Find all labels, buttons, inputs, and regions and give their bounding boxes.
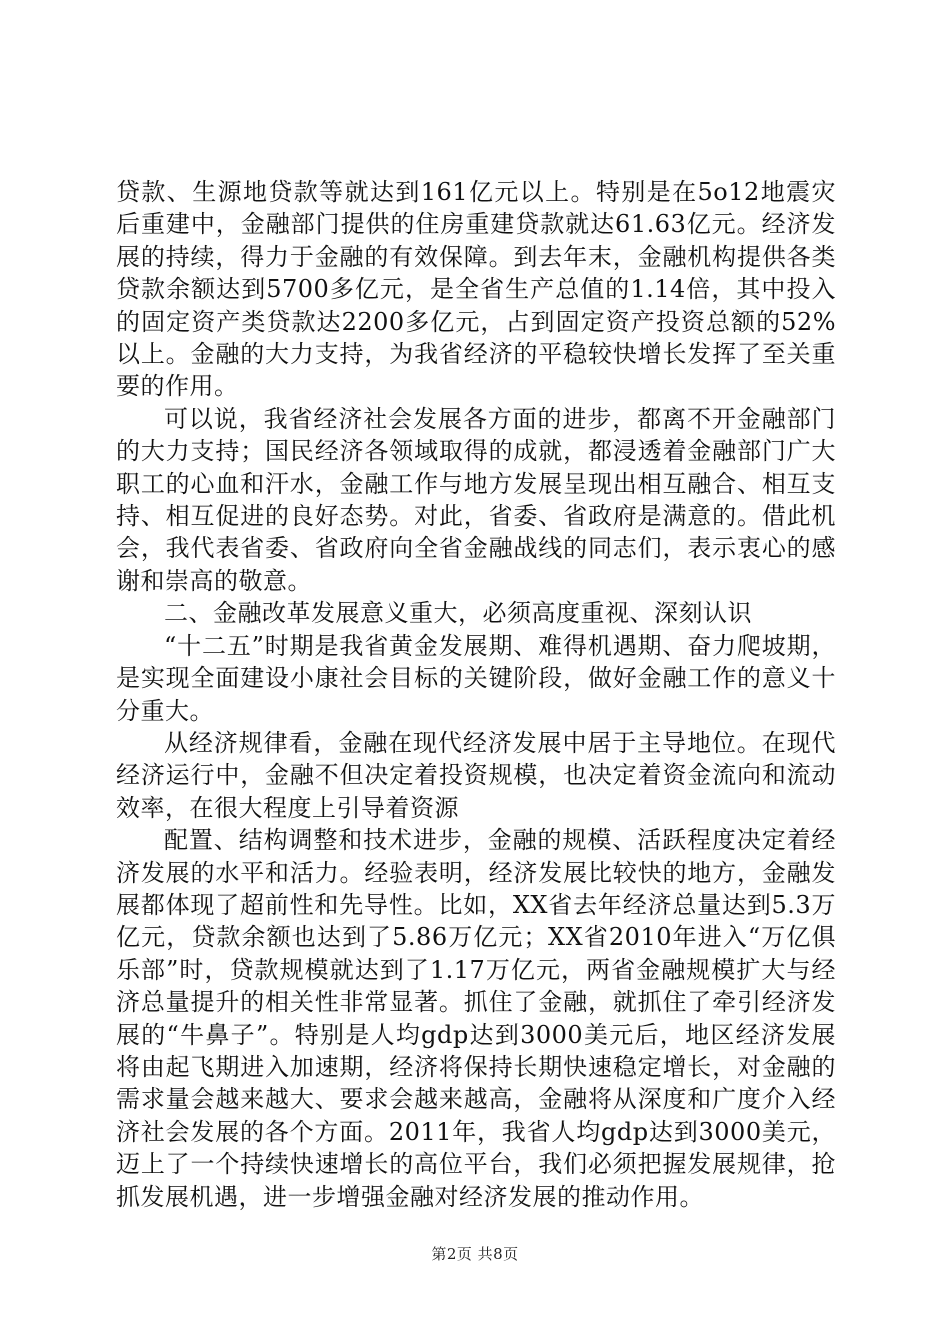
paragraph-1: 贷款、生源地贷款等就达到161亿元以上。特别是在5o12地震灾后重建中，金融部门提供的住房重建贷款就达61.63亿元。经济发展的持续，得力于金融的有效保障。到去年末，金融机构提供各类贷款余额达到5700多亿元，是全省生产总值的1.14倍，其中投入的固定资产类贷款达2200多亿元，占到固定资产投资总额的52%以上。金融的大力支持，为我省经济的平稳较快增长发挥了至关重要的作用。: [116, 178, 836, 401]
page-footer: 第2页 共8页: [431, 1245, 519, 1263]
section-heading: 二、金融改革发展意义重大，必须高度重视、深刻认识: [164, 599, 752, 628]
document-body: [116, 176, 836, 1213]
paragraph-3: “十二五”时期是我省黄金发展期、难得机遇期、奋力爬坡期，是实现全面建设小康社会目标的关键阶段，做好金融工作的意义十分重大。: [116, 631, 836, 725]
paragraph-5: 配置、结构调整和技术进步，金融的规模、活跃程度决定着经济发展的水平和活力。经验表明，经济发展比较快的地方，金融发展都体现了超前性和先导性。比如，XX省去年经济总量达到5.3万亿元，贷款余额也达到了5.86万亿元；XX省2010年进入“万亿俱乐部”时，贷款规模就达到了1.17万亿元，两省金融规模扩大与经济总量提升的相关性非常显著。抓住了金融，就抓住了牵引经济发展的“牛鼻子”。特别是人均gdp达到3000美元后，地区经济发展将由起飞期进入加速期，经济将保持长期快速稳定增长，对金融的需求量会越来越大、要求会越来越高，金融将从深度和广度介入经济社会发展的各个方面。2011年，我省人均gdp达到3000美元，迈上了一个持续快速增长的高位平台，我们必须把握发展规律，抢抓发展机遇，进一步增强金融对经济发展的推动作用。: [116, 826, 836, 1211]
paragraph-2: 可以说，我省经济社会发展各方面的进步，都离不开金融部门的大力支持；国民经济各领域取得的成就，都浸透着金融部门广大职工的心血和汗水，金融工作与地方发展呈现出相互融合、相互支持、相互促进的良好态势。对此，省委、省政府是满意的。借此机会，我代表省委、省政府向全省金融战线的同志们，表示衷心的感谢和崇高的敬意。: [116, 404, 836, 595]
paragraph-4: 从经济规律看，金融在现代经济发展中居于主导地位。在现代经济运行中，金融不但决定着投资规模，也决定着资金流向和流动效率，在很大程度上引导着资源: [116, 728, 836, 822]
